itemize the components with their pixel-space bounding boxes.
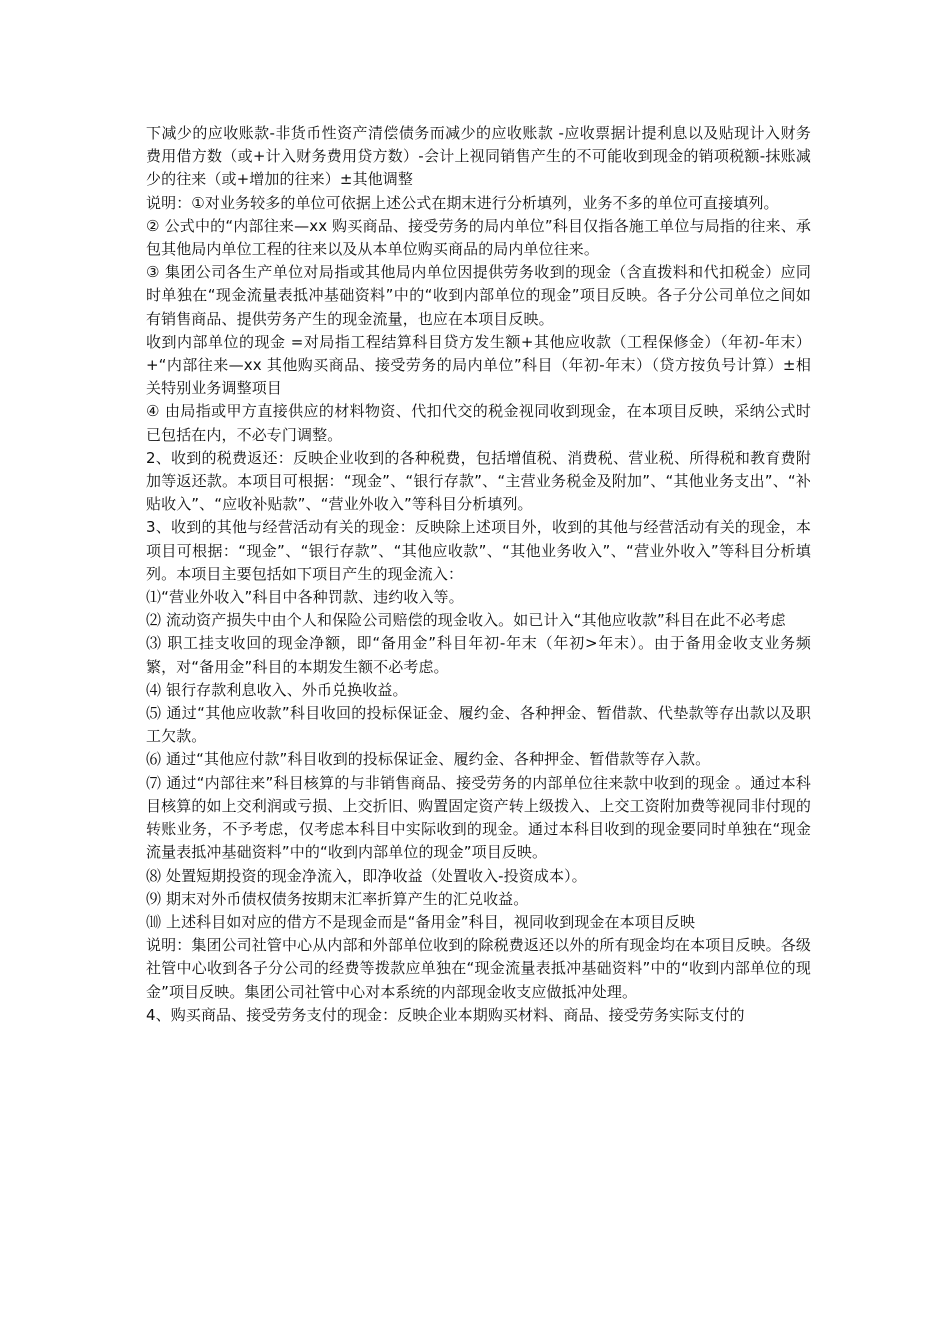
list-item-4: ⑷ 银行存款利息收入、外币兑换收益。	[146, 680, 408, 699]
list-item-10: ⑽ 上述科目如对应的借方不是现金而是“备用金”科目，视同收到现金在本项目反映	[146, 912, 696, 931]
paragraph-note-4: ④ 由局指或甲方直接供应的材料物资、代扣代交的税金视同收到现金，在本项目反映，采纳公式时已包括在内，不必专门调整。	[146, 402, 811, 444]
list-item-1: ⑴“营业外收入”科目中各种罚款、违约收入等。	[146, 588, 464, 607]
paragraph-note-social-center: 说明：集团公司社管中心从内部和外部单位收到的除税费返还以外的所有现金均在本项目反映。各级社管中心收到各子分公司的经费等拨款应单独在“现金流量表抵冲基础资料”中的“收到内部单位的现金”项目反映。集团公司社管中心对本系统的内部现金收支应做抵冲处理。	[146, 936, 811, 1001]
list-item-2: ⑵ 流动资产损失中由个人和保险公司赔偿的现金收入。如已计入“其他应收款”科目在此不必考虑	[146, 611, 786, 630]
document-body	[146, 122, 811, 1027]
paragraph-note-1: 说明：①对业务较多的单位可依据上述公式在期末进行分析填列，业务不多的单位可直接填列。	[146, 193, 779, 212]
list-item-5: ⑸ 通过“其他应收款”科目收回的投标保证金、履约金、各种押金、暂借款、代垫款等存出款以及职工欠款。	[146, 704, 811, 746]
paragraph-internal-cash-formula: 收到内部单位的现金 =对局指工程结算科目贷方发生额+其他应收款（工程保修金）（年初-年末）+“内部往来—xx 其他购买商品、接受劳务的局内单位”科目（年初-年末）（贷方按负号计算）±相关特别业务调整项目	[146, 332, 811, 398]
paragraph-section-4: 4、购买商品、接受劳务支付的现金：反映企业本期购买材料、商品、接受劳务实际支付的	[146, 1005, 745, 1024]
list-item-6: ⑹ 通过“其他应付款”科目收到的投标保证金、履约金、各种押金、暂借款等存入款。	[146, 750, 711, 769]
paragraph-note-2: ② 公式中的“内部往来—xx 购买商品、接受劳务的局内单位”科目仅指各施工单位与局指的往来、承包其他局内单位工程的往来以及从本单位购买商品的局内单位往来。	[146, 216, 811, 259]
list-item-8: ⑻ 处置短期投资的现金净流入，即净收益（处置收入-投资成本）。	[146, 866, 587, 885]
paragraph-section-3: 3、收到的其他与经营活动有关的现金：反映除上述项目外，收到的其他与经营活动有关的现金，本项目可根据：“现金”、“银行存款”、“其他应收款”、“其他业务收入”、“营业外收入”等科目分析填列。本项目主要包括如下项目产生的现金流入：	[146, 518, 811, 583]
list-item-3: ⑶ 职工挂支收回的现金净额，即“备用金”科目年初-年末（年初>年末）。由于备用金收支业务频繁，对“备用金”科目的本期发生额不必考虑。	[146, 634, 811, 676]
list-item-9: ⑼ 期末对外币债权债务按期末汇率折算产生的汇兑收益。	[146, 889, 529, 908]
list-item-7: ⑺ 通过“内部往来”科目核算的与非销售商品、接受劳务的内部单位往来款中收到的现金 。通过本科目核算的如上交利润或亏损、上交折旧、购置固定资产转上级拨入、上交工资附加费等视同非付现的转账业务，不予考虑，仅考虑本科目中实际收到的现金。通过本科目收到的现金要同时单独在“现金流量表抵冲基础资料”中的“收到内部单位的现金”项目反映。	[146, 773, 811, 862]
paragraph-note-3: ③ 集团公司各生产单位对局指或其他局内单位因提供劳务收到的现金（含直拨料和代扣税金）应同时单独在“现金流量表抵冲基础资料”中的“收到内部单位的现金”项目反映。各子分公司单位之间如有销售商品、提供劳务产生的现金流量，也应在本项目反映。	[146, 263, 811, 328]
paragraph-section-2: 2、收到的税费返还：反映企业收到的各种税费，包括增值税、消费税、营业税、所得税和教育费附加等返还款。本项目可根据：“现金”、“银行存款”、“主营业务税金及附加”、“其他业务支出”、“补贴收入”、“应收补贴款”、“营业外收入”等科目分析填列。	[146, 448, 811, 514]
paragraph-formula-continuation: 下减少的应收账款-非货币性资产清偿债务而减少的应收账款 -应收票据计提利息以及贴现计入财务费用借方数（或+计入财务费用贷方数）-会计上视同销售产生的不可能收到现金的销项税额-抹账减少的往来（或+增加的往来）±其他调整	[146, 124, 811, 189]
